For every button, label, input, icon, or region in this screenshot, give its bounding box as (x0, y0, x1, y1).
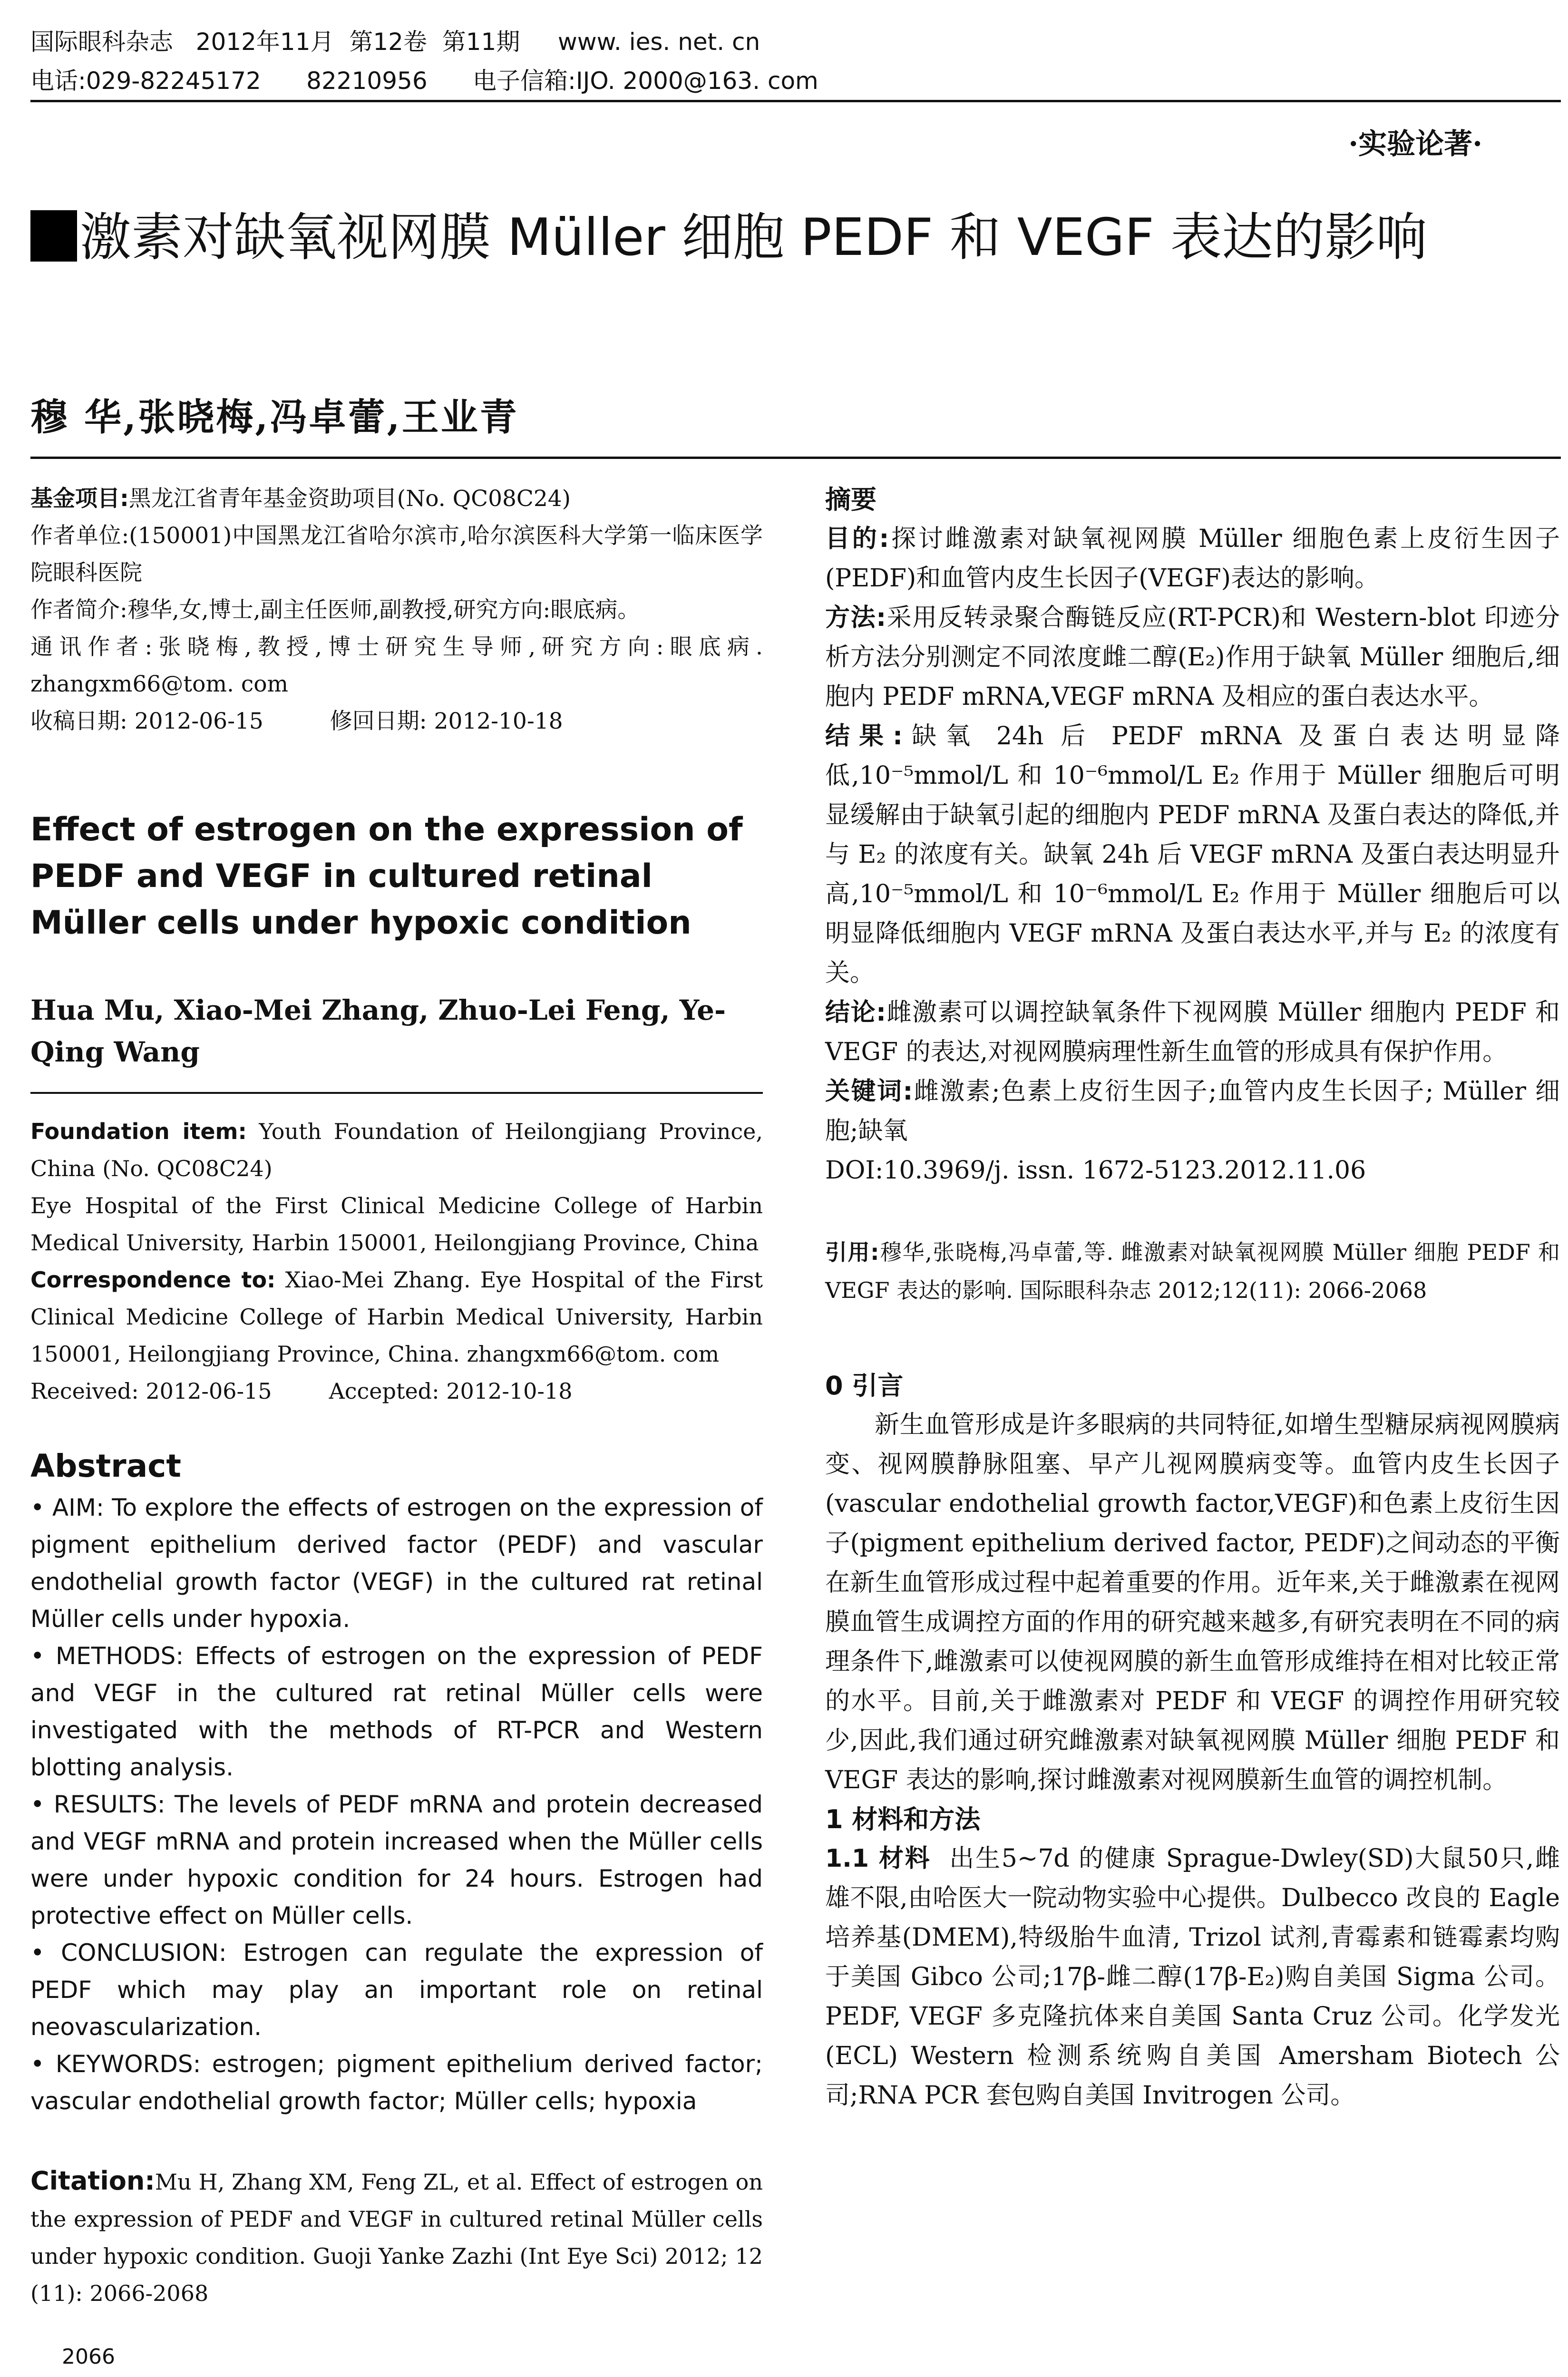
authors-chinese: 穆 华,张晓梅,冯卓蕾,王业青 (30, 396, 519, 439)
fund-label: 基金项目: (30, 486, 129, 512)
methods-heading: 1 材料和方法 (825, 1804, 981, 1834)
materials-label: 1.1 材料 (825, 1844, 931, 1873)
abstract-aim: • AIM: To explore the effects of estrogen on the expression of pigment epithelium derived factor (PEDF) and vascular endothelial growth factor (VEGF) in the cultured rat retinal Müller cells under hypoxia. (30, 1494, 763, 1633)
cn-conclusion-label: 结论: (825, 998, 886, 1027)
section-label: ·实验论著· (1348, 127, 1482, 161)
citation-chinese (825, 1233, 1560, 1309)
corresponding-author: 通讯作者:张晓梅,教授,博士研究生导师,研究方向:眼底病. zhangxm66@tom. com (30, 634, 763, 697)
english-title: Effect of estrogen on the expression of PEDF and VEGF in cultured retinal Müller cells under hypoxic condition (30, 811, 743, 942)
correspondence-text: Xiao-Mei Zhang. Eye Hospital of the First Clinical Medicine College of Harbin Medical University, Harbin 150001, Heilongjiang Province, China. zhangxm66@tom. com (30, 1267, 763, 1367)
english-authors: Hua Mu, Xiao-Mei Zhang, Zhuo-Lei Feng, Ye-Qing Wang (30, 994, 726, 1068)
cn-keywords-text: 雌激素;色素上皮衍生因子;血管内皮生长因子; Müller 细胞;缺氧 (825, 1077, 1560, 1145)
affiliation: Eye Hospital of the First Clinical Medicine College of Harbin Medical University, Harbin 150001, Heilongjiang Province, China (30, 1193, 763, 1256)
cn-conclusion-text: 雌激素可以调控缺氧条件下视网膜 Müller 细胞内 PEDF 和 VEGF 的表达,对视网膜病理性新生血管的形成具有保护作用。 (825, 998, 1560, 1066)
en-accepted-date: Accepted: 2012-10-18 (329, 1378, 573, 1404)
abstract-heading: Abstract (30, 1448, 181, 1484)
cn-methods-text: 采用反转录聚合酶链反应(RT-PCR)和 Western-blot 印迹分析方法分别测定不同浓度雌二醇(E₂)作用于缺氧 Müller 细胞后,细胞内 PEDF mRNA,VEGF mRNA 及相应的蛋白表达水平。 (825, 604, 1560, 711)
abstract-methods: • METHODS: Effects of estrogen on the expression of PEDF and VEGF in the cultured rat retinal Müller cells were investigated with the methods of RT-PCR and Western blotting analysis. (30, 1642, 763, 1781)
cn-results (825, 717, 1560, 993)
dates-line (30, 703, 763, 740)
author-intro: 作者简介:穆华,女,博士,副主任医师,副教授,研究方向:眼底病。 (30, 597, 640, 623)
foundation-line (30, 1113, 763, 1187)
journal-header-line1: 国际眼科杂志 2012年11月 第12卷 第11期 www. ies. net. cn (30, 28, 760, 56)
materials-text: 出生5~7d 的健康 Sprague-Dwley(SD)大鼠50只,雌雄不限,由哈医大一院动物实验中心提供。Dulbecco 改良的 Eagle 培养基(DMEM),特级胎牛血清, Trizol 试剂,青霉素和链霉素均购于美国 Gibco 公司;17β-雌二醇(17β-E₂)购自美国 Sigma 公司。PEDF, VEGF 多克隆抗体来自美国 Santa Cruz 公司。化学发光(ECL) Western 检测系统购自美国 Amersham Biotech 公司;RNA PCR 套包购自美国 Invitrogen 公司。 (825, 1844, 1560, 2110)
foundation-label: Foundation item: (30, 1119, 247, 1144)
en-dates-line (30, 1373, 763, 1410)
journal-header-line2: 电话:029-82245172 82210956 电子信箱:IJO. 2000@163. com (30, 67, 818, 95)
received-date: 收稿日期: 2012-06-15 (30, 708, 263, 734)
title-rule (30, 457, 1561, 459)
cn-aim-label: 目的: (825, 525, 889, 553)
cn-abstract-heading: 摘要 (825, 485, 877, 515)
cn-methods-label: 方法: (825, 604, 886, 632)
header-rule (30, 100, 1561, 102)
citation-cn-label: 引用: (825, 1239, 879, 1265)
article-title-text: 激素对缺氧视网膜 Müller 细胞 PEDF 和 VEGF 表达的影响 (80, 208, 1428, 267)
cn-results-text: 缺氧 24h 后 PEDF mRNA 及蛋白表达明显降低,10⁻⁵mmol/L 和 10⁻⁶mmol/L E₂ 作用于 Müller 细胞后可明显缓解由于缺氧引起的细胞内 PEDF mRNA 及蛋白表达的降低,并与 E₂ 的浓度有关。缺氧 24h 后 VEGF mRNA 及蛋白表达明显升高,10⁻⁵mmol/L 和 10⁻⁶mmol/L E₂ 作用于 Müller 细胞后可以明显降低细胞内 VEGF mRNA 及蛋白表达水平,并与 E₂ 的浓度有关。 (825, 722, 1560, 987)
abstract-results: • RESULTS: The levels of PEDF mRNA and protein decreased and VEGF mRNA and protein increased when the Müller cells were under hypoxic condition for 24 hours. Estrogen had protective effect on Müller cells. (30, 1791, 763, 1929)
doi: DOI:10.3969/j. issn. 1672-5123.2012.11.06 (825, 1156, 1366, 1185)
citation-english (30, 2163, 763, 2312)
page-number: 2066 (62, 2345, 115, 2369)
fund-text: 黑龙江省青年基金资助项目(No. QC08C24) (128, 486, 571, 512)
citation-cn-text: 穆华,张晓梅,冯卓蕾,等. 雌激素对缺氧视网膜 Müller 细胞 PEDF 和 VEGF 表达的影响. 国际眼科杂志 2012;12(11): 2066-2068 (825, 1239, 1560, 1303)
revised-date: 修回日期: 2012-10-18 (330, 708, 563, 734)
citation-en-label: Citation: (30, 2166, 155, 2196)
intro-heading: 0 引言 (825, 1371, 904, 1401)
fund-line (30, 480, 763, 517)
materials-paragraph (825, 1839, 1560, 2115)
en-received-date: Received: 2012-06-15 (30, 1378, 272, 1404)
correspondence-label: Correspondence to: (30, 1267, 276, 1293)
cn-aim (825, 519, 1560, 598)
english-authors-rule (30, 1092, 763, 1094)
cn-conclusion (825, 993, 1560, 1072)
article-title (30, 200, 1552, 276)
cn-results-label: 结果: (825, 722, 903, 750)
cn-methods (825, 598, 1560, 717)
author-unit: 作者单位:(150001)中国黑龙江省哈尔滨市,哈尔滨医科大学第一临床医学院眼科医院 (30, 523, 763, 586)
intro-paragraph: 新生血管形成是许多眼病的共同特征,如增生型糖尿病视网膜病变、视网膜静脉阻塞、早产儿视网膜病变等。血管内皮生长因子(vascular endothelial growth factor,VEGF)和色素上皮衍生因子(pigment epithelium derived factor, PEDF)之间动态的平衡在新生血管形成过程中起着重要的作用。近年来,关于雌激素在视网膜血管生成调控方面的作用的研究越来越多,有研究表明在不同的病理条件下,雌激素可以使视网膜的新生血管形成维持在相对比较正常的水平。目前,关于雌激素对 PEDF 和 VEGF 的调控作用研究较少,因此,我们通过研究雌激素对缺氧视网膜 Müller 细胞 PEDF 和 VEGF 表达的影响,探讨雌激素对视网膜新生血管的调控机制。 (825, 1411, 1560, 1794)
abstract-keywords: • KEYWORDS: estrogen; pigment epithelium derived factor; vascular endothelial growth factor; Müller cells; hypoxia (30, 2050, 763, 2115)
foundation-text: Youth Foundation of Heilongjiang Province, China (No. QC08C24) (30, 1119, 763, 1181)
abstract-conclusion: • CONCLUSION: Estrogen can regulate the expression of PEDF which may play an important role on retinal neovascularization. (30, 1939, 763, 2041)
cn-keywords-label: 关键词: (825, 1077, 913, 1106)
right-column (825, 480, 1560, 2115)
cn-keywords (825, 1072, 1560, 1151)
citation-en-text: Mu H, Zhang XM, Feng ZL, et al. Effect of estrogen on the expression of PEDF and VEGF in cultured retinal Müller cells under hypoxic condition. Guoji Yanke Zazhi (Int Eye Sci) 2012; 12 (11): 2066-2068 (30, 2169, 763, 2306)
correspondence-line (30, 1261, 763, 1373)
title-first-char-block (30, 210, 77, 262)
cn-aim-text: 探讨雌激素对缺氧视网膜 Müller 细胞色素上皮衍生因子(PEDF)和血管内皮生长因子(VEGF)表达的影响。 (825, 525, 1560, 593)
left-column (30, 480, 763, 2312)
